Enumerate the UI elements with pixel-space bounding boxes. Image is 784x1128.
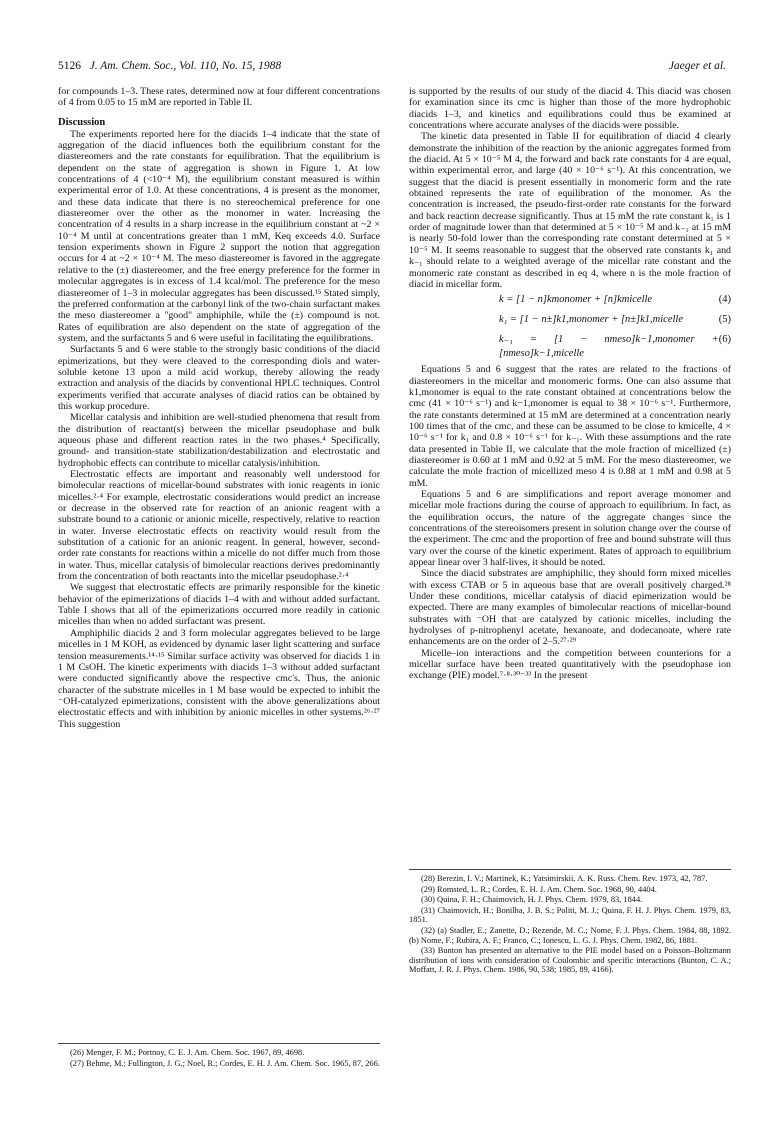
running-head: [58, 60, 726, 78]
footnote: (29) Romsted, L. R.; Cordes, E. H. J. Am. Chem. Soc. 1968, 90, 4404.: [421, 884, 657, 894]
equation-6: [409, 330, 731, 364]
right-column: [409, 86, 731, 682]
paragraph: is supported by the results of our study of the diacid 4. This diacid was chosen for examination since its cmc is higher than those of the more hydrophobic diacids 1–3, and kinetics and equilibrations could thus be examined at concentrations where accurate analyses of the diacids were possible.: [409, 86, 731, 132]
paragraph: Surfactants 5 and 6 were stable to the strongly basic conditions of the diacid epimerizations, but they were cleaved to the corresponding diols and water-soluble ketone 13 upon a mild acid workup, thereby allowing the ready extraction and analysis of the diacids by conventional HPLC techniques. Control experiments verified that accurate analyses of diacid ratios can be obtained by this workup procedure.: [58, 344, 380, 412]
paragraph: Micellar catalysis and inhibition are well-studied phenomena that result from the distribution of reactant(s) between the micellar pseudophase and bulk aqueous phase and different reaction rates in the two phases.⁴ Specifically, ground- and transition-state stabilization/destabilization and electrostatic and hydrophobic effects can contribute to micellar catalysis/inhibition.: [58, 412, 380, 469]
footnote: (33) Bunton has presented an alternative to the PIE model based on a Poisson–Boltzmann distribution of ions with consideration of Coulombic and specific interactions (Bunton, C. A.; Moffatt, J. R. J. Phys. Chem. 1986, 90, 538; 1985, 89, 4166).: [409, 946, 731, 975]
paragraph: Electrostatic effects are important and reasonably well understood for bimolecular reactions of micellar-bound substrates with ionic reagents in ionic micelles.²·⁴ For example, electrostatic considerations would predict an increase or decrease in the observed rate for reaction of an anionic reagent with a substrate bound to a cationic or anionic micelle, respectively, relative to reaction in water. Inverse electrostatic effects on reactivity would result from the substitution of a cationic for an anionic reagent. In general, however, second-order rate constants for reactions within a micelle do not differ much from those in water. Thus, micellar catalysis of bimolecular reactions derives predominantly from the concentration of both reactants into the micellar pseudophase.²·⁴: [58, 469, 380, 583]
footnote-rule: [409, 869, 731, 870]
equation-4: [409, 290, 731, 310]
page-journal-citation: [58, 60, 281, 72]
footnote-rule: [58, 1043, 380, 1044]
footnote: (30) Quina, F. H.; Chaimovich, H. J. Phys. Chem. 1979, 83, 1844.: [421, 895, 643, 905]
footnote: (31) Chaimovich, H.; Bonilha, J. B. S.; Politi, M. J.; Quina, F. H. J. Phys. Chem. 1979, 83, 1851.: [409, 905, 731, 925]
paragraph: We suggest that electrostatic effects are primarily responsible for the kinetic behavior of the epimerizations of diacids 1–4 with and without added surfactant. Table I shows that all of the epimerizations occurred more readily in cationic micelles than when no added surfactant was present.: [58, 582, 380, 628]
paragraph: Since the diacid substrates are amphiphilic, they should form mixed micelles with excess CTAB or 5 in aqueous base that are overall positively charged.²⁸ Under these conditions, micellar catalysis of diacid epimerization would be expected. There are many examples of bimolecular reactions of micellar-bound substrates with ⁻OH that are catalyzed by cationic micelles, including the hydrolyses of p-nitrophenyl acetate, hexanoate, and dodecanoate, where rate enhancements are on the order of 2–5.²⁷·²⁹: [409, 568, 731, 648]
footnote: (28) Berezin, I. V.; Martinek, K.; Yatsimirskii, A. K. Russ. Chem. Rev. 1973, 42, 787.: [421, 874, 708, 883]
equation-number: (5): [718, 314, 731, 326]
paragraph: Equations 5 and 6 are simplifications and report average monomer and micellar mole fractions during the course of approach to equilibrium. In fact, as the equilibration occurs, the nature of the aggregate changes since the concentrations of the stereoisomers present in solution change over the course of the experiment. The cmc and the proportion of free and bound substrate will thus vary over the course of the kinetic experiment. Rates of approach to equilibrium appear linear over 3 half-lives, it should be noted.: [409, 488, 731, 569]
equation-number: (6): [718, 334, 731, 346]
journal-name: J. Am. Chem. Soc., Vol. 110, No. 15, 1988: [89, 60, 282, 72]
equation-expression: k₁ = [1 − n±]k1,monomer + [n±]k1,micelle: [499, 314, 683, 326]
page-number: 5126: [58, 60, 81, 72]
footnote: (27) Behme, M.; Fullington, J. G.; Noel, R.; Cordes, E. H. J. Am. Chem. Soc. 1965, 87, 266.: [70, 1058, 380, 1068]
left-column: [58, 86, 380, 730]
authors: Jaeger et al.: [668, 60, 726, 72]
section-heading: Discussion: [58, 116, 106, 128]
equation-expression: k₋₁ = [1 − nmeso]k−1,monomer + [nmeso]k−1,micelle: [499, 334, 719, 360]
equation-expression: k = [1 − n]kmonomer + [n]kmicelle: [499, 294, 653, 306]
paragraph: The experiments reported here for the diacids 1–4 indicate that the state of aggregation of the diacid influences both the equilibrium constant for the diastereomers and the rate constants for equilibration. That the equilibrium is dependent on the state of aggregation is shown in Figure 1. At low concentrations of 4 (<10⁻⁴ M), the equilibrium constant measured is within experimental error of 1.0. At these concentrations, 4 is present as the monomer, and these data indicate that there is no stereochemical preference for one diastereomer over the other as the monomer in water. Increasing the concentration of 4 results in a sharp increase in the equilibrium constant at ~2 × 10⁻⁴ M until at concentrations greater than 1 mM, Keq exceeds 4.0. Surface tension experiments shown in Figure 2 support the notion that aggregation occurs for 4 at ~2 × 10⁻⁴ M. The meso diastereomer is favored in the aggregate relative to the (±) diastereomer, and the free energy preference for the former in molecular aggregates is in excess of 1.4 kcal/mol. The preference for the meso diastereomer of 1–3 in molecular aggregates has been discussed.¹⁵ Stated simply, the preferred conformation at the carbonyl link of the two-chain surfactant makes the meso diastereomer a "good" amphiphile, while the (±) compound is not. Rates of equilibration are also dependent on the state of aggregation of the system, and the surfactants 5 and 6 were useful in facilitating the equilibrations.: [58, 128, 380, 344]
footnotes-right: [409, 869, 731, 976]
equation-5: [409, 310, 731, 330]
footnote: (26) Menger, F. M.; Portnoy, C. E. J. Am. Chem. Soc. 1967, 89, 4698.: [70, 1048, 305, 1057]
footnotes-left: [58, 1043, 380, 1069]
paragraph: Micelle–ion interactions and the competition between counterions for a micellar surface have been treated quantitatively with the pseudophase ion exchange (PIE) model.⁷·⁸·³⁰⁻³³ In the present: [409, 647, 731, 682]
equation-number: (4): [718, 294, 731, 306]
paragraph: Amphiphilic diacids 2 and 3 form molecular aggregates believed to be large micelles in 1 M KOH, as evidenced by dynamic laser light scattering and surface tension measurements.¹⁴·¹⁵ Similar surface activity was observed for diacids 1 in 1 M CsOH. The kinetic experiments with diacids 1–3 without added surfactant were conducted significantly above the respective cmc's. Thus, the anionic character of the substrate micelles in 1 M base would be expected to inhibit the ⁻OH-catalyzed epimerizations, consistent with the above generalizations about electrostatic effects and with inhibition by anionic micelles in other systems.²⁶·²⁷ This suggestion: [58, 627, 380, 730]
paragraph: for compounds 1–3. These rates, determined now at four different concentrations of 4 from 0.05 to 15 mM are reported in Table II.: [58, 86, 380, 109]
paragraph: The kinetic data presented in Table II for equilibration of diacid 4 clearly demonstrate the inhibition of the reaction by the anionic aggregates formed from the diacid. At 5 × 10⁻⁵ M 4, the forward and back rate constants for 4 are equal, within experimental error, and large (40 × 10⁻⁶ s⁻¹). At this concentration, we suggest that the diacid is present essentially in monomeric form and the rate obtained represents the rate of equilibration of the monomer. As the concentration is increased, the pseudo-first-order rate constants for the forward and back reaction decrease significantly. Thus at 15 mM the rate constant k₁ is 1 order of magnitude lower than that determined at 5 × 10⁻⁵ M and k₋₁ at 15 mM is nearly 50-fold lower than the corresponding rate constant determined at 5 × 10⁻⁵ M. It seems reasonable to suggest that the observed rate constants k₁ and k₋₁ should relate to a weighted average of the micellar rate constant and the monomeric rate constant as described in eq 4, where n is the mole fraction of diacid in micellar form.: [409, 131, 731, 290]
footnote: (32) (a) Stadler, E.; Zanette, D.; Rezende, M. C.; Nome, F. J. Phys. Chem. 1984, 88, 1892. (b) Nome, F.; Rubira, A. F.; Franco, C.; Ionescu, L. G. J. Phys. Chem. 1982, 86, 1881.: [409, 925, 731, 945]
paragraph: Equations 5 and 6 suggest that the rates are related to the fractions of diastereomers in the micellar and monomeric forms. One can also assume that k1,monomer is equal to the rate constant obtained at concentrations below the cmc (41 × 10⁻⁶ s⁻¹) and k−1,monomer is equal to 38 × 10⁻⁶ s⁻¹. Furthermore, the rate constants determined at 15 mM are determined at a concentration nearly 100 times that of the cmc, and these can be assumed to be close to kmicelle, 4 × 10⁻⁶ s⁻¹ for k₁ and 0.8 × 10⁻⁶ s⁻¹ for k₋₁. With these assumptions and the rate data presented in Table II, we calculate that the mole fraction of micellized (±) diastereomer is 0.60 at 1 mM and 0.92 at 5 mM. For the meso diastereomer, we calculate the mole fraction of micellized meso 4 is 0.88 at 1 mM and 0.98 at 5 mM.: [409, 364, 731, 489]
